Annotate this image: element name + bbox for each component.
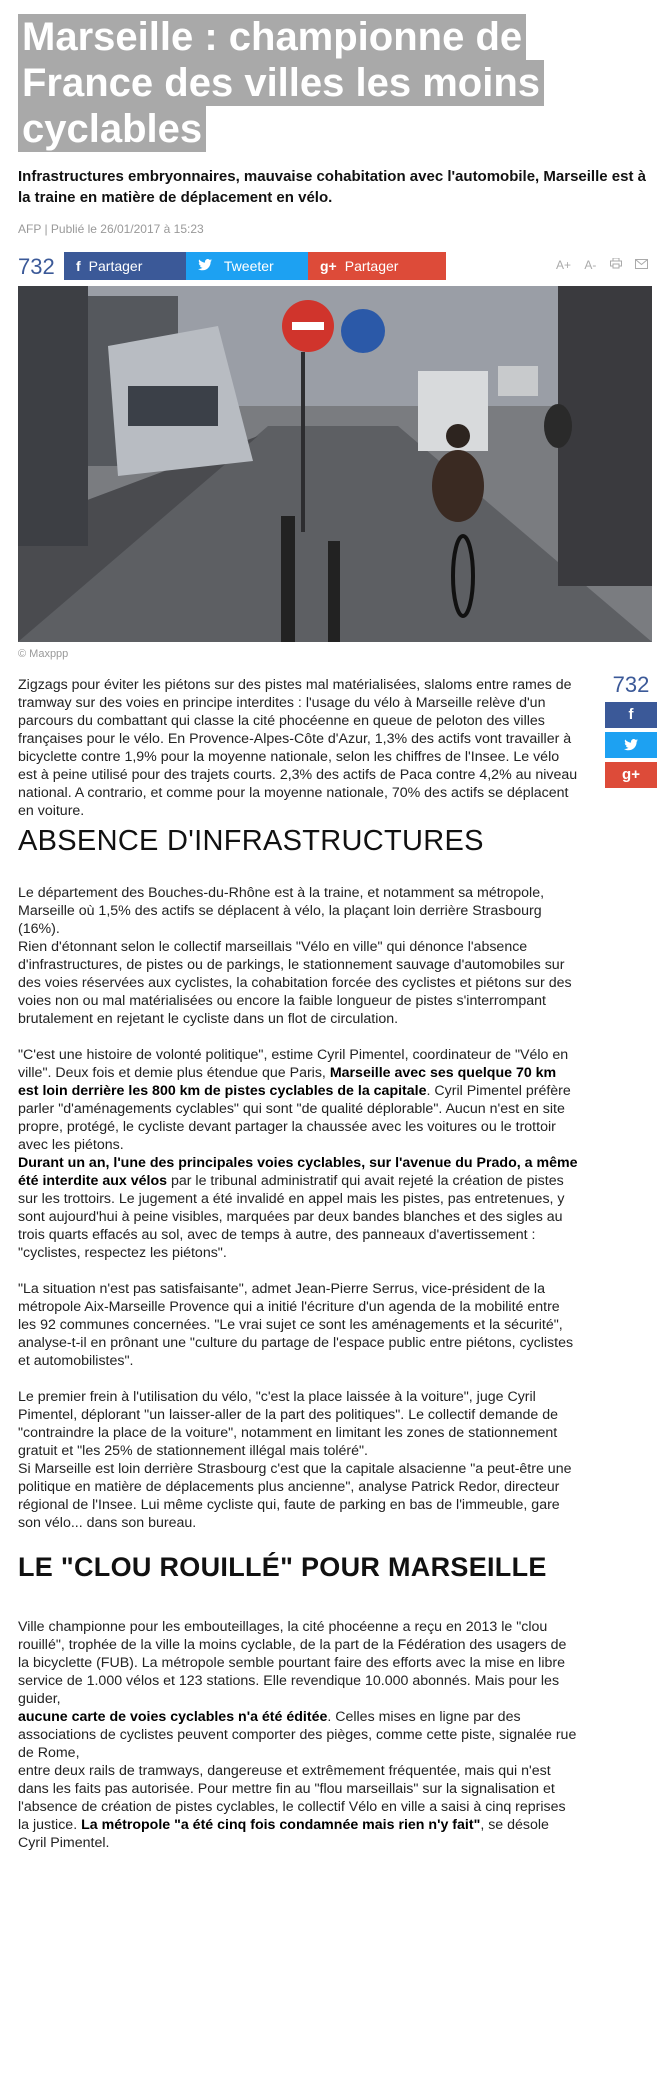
title-line-2: France des villes les moins bbox=[18, 60, 544, 106]
article-photo bbox=[18, 286, 652, 642]
article-title bbox=[18, 14, 658, 152]
twitter-share-button[interactable]: Tweeter bbox=[186, 252, 324, 280]
title-line-3: cyclables bbox=[18, 106, 206, 152]
mail-icon[interactable] bbox=[635, 258, 648, 272]
twitter-icon bbox=[198, 258, 216, 274]
share-bar bbox=[18, 250, 658, 282]
body-paragraph-5: Le premier frein à l'utilisation du vélo, "c'est la place laissée à la voiture", juge Cyril Pimentel, déplorant "un laisser-aller de la part des politiques". Le collectif demande de "contraindre la place de la voiture", notamment en limitant les zones de stationnement gratuit et "les 25% de stationnement illégal mais toléré". Si Marseille est loin derrière Strasbourg c'est que la capitale alsacienne "a peut-être une politique en matière de déplacements plus ancienne", analyse Patrick Redor, directeur régional de l'Insee. Lui même cycliste qui, faute de parking en bas de l'immeuble, gare son vélo... dans son bureau. bbox=[18, 1389, 572, 1531]
article-meta: AFP | Publié le 26/01/2017 à 15:23 bbox=[18, 222, 204, 236]
section-heading-2: LE "CLOU ROUILLÉ" POUR MARSEILLE bbox=[18, 1552, 547, 1582]
google-share-button[interactable]: g+ Partager bbox=[308, 252, 446, 280]
facebook-icon: f bbox=[76, 258, 81, 274]
sidebar-share-count: 732 bbox=[612, 672, 650, 697]
body-paragraph-1: Zigzags pour éviter les piétons sur des pistes mal matérialisées, slaloms entre rames de tramway sur des voies en principe interdites : l'usage du vélo à Marseille relève d'un parcours du combattant qui classe la cité phocéenne en queue de peloton des villes françaises pour le vélo. En Provence-Alpes-Côte d'Azur, 1,3% des actifs vont travailler à bicyclette contre 1,9% pour la moyenne nationale, selon les chiffres de l'Insee. Le vélo est à peine utilisé pour des trajets courts. 2,3% des actifs de Paca contre 4,2% au niveau national. A contrario, et comme pour la moyenne nationale, 70% des actifs se déplacent en voiture. bbox=[18, 677, 578, 819]
body-paragraph-4: "La situation n'est pas satisfaisante", admet Jean-Pierre Serrus, vice-président de la métropole Aix-Marseille Provence qui a initié l'écriture d'un agenda de la mobilité entre les 92 communes concernées. "Le vrai sujet ce sont les aménagements et la sécurité", analyse-t-il en prônant une "culture du partage de l'espace public entre piétons, cyclistes et automobilistes". bbox=[18, 1281, 574, 1369]
facebook-share-button[interactable]: f Partager bbox=[64, 252, 202, 280]
google-plus-icon: g+ bbox=[320, 258, 337, 274]
body-paragraph-3: "C'est une histoire de volonté politique", estime Cyril Pimentel, coordinateur de "Vélo en ville". Deux fois et demie plus étendue que Paris, Marseille avec ses quelque 70 km est loin derrière les 800 km de pistes cyclables de la capitale. Cyril Pimentel préfère parler "d'aménagements cyclables" qui sont "de qualité déplorable". Aucun n'est en site propre, protégé, le cycliste devant partager la chaussée avec les voitures ou le trottoir avec les piétons. Durant un an, l'une des principales voies cyclables, sur l'avenue du Prado, a même été interdite aux vélos par le tribunal administratif qui avait rejeté la création de pistes sur les trottoirs. Le jugement a été invalidé en appel mais les pistes, pas entretenues, y sont aujourd'hui à peine visibles, marquées par deux bandes blanches et des sigles au trois quarts effacés au sol, avec de temps à autre, des panneaux d'avertissement : "cyclistes, respectez les piétons". bbox=[18, 1047, 578, 1261]
print-icon[interactable] bbox=[610, 258, 625, 272]
body-paragraph-2: Le département des Bouches-du-Rhône est à la traine, et notamment sa métropole, Marseille où 1,5% des actifs se déplacent à vélo, la plaçant loin derrière Strasbourg (16%). Rien d'étonnant selon le collectif marseillais "Vélo en ville" qui dénonce l'absence d'infrastructures, de pistes ou de parkings, le stationnement sauvage d'automobiles sur des voies réservées aux cyclistes, la cohabitation forcée des cyclistes et piétons sur des voies non ou mal matérialisées ou encore la faible longueur de pistes s'interrompant brutalement en rejetant le cycliste dans un flot de circulation. bbox=[18, 885, 572, 1027]
body-paragraph-6: Ville championne pour les embouteillages, la cité phocéenne a reçu en 2013 le "clou rouillé", trophée de la ville la moins cyclable, de la part de la Fédération des usagers de la bicyclette (FUB). La métropole semble pourtant faire des efforts avec la mise en libre service de 1.000 vélos et 123 stations. Elle revendique 10.000 abonnés. Mais pour les guider, aucune carte de voies cyclables n'a été éditée. Celles mises en ligne par des associations de cyclistes peuvent comporter des pièges, comme cette piste, signalée rue de Rome, entre deux rails de tramways, dangereuse et extrêmement fréquentée, mais qui n'est dans les faits pas autorisée. Pour mettre fin au "flou marseillais" sur la signalisation et l'absence de création de pistes cyclables, le collectif Vélo en ville a saisi à cinq reprises la justice. La métropole "a été cinq fois condamnée mais rien n'y fait", se désole Cyril Pimentel. bbox=[18, 1619, 577, 1851]
article-tools bbox=[546, 258, 648, 272]
section-heading-1: ABSENCE D'INFRASTRUCTURES bbox=[18, 825, 484, 857]
sidebar-google-plus-icon[interactable]: g+ bbox=[605, 762, 657, 788]
sidebar-twitter-icon[interactable] bbox=[605, 732, 657, 758]
title-line-1: Marseille : championne de bbox=[18, 14, 526, 60]
sidebar-facebook-icon[interactable]: f bbox=[605, 702, 657, 728]
sidebar-share bbox=[605, 672, 657, 792]
font-increase-button[interactable]: A+ bbox=[555, 258, 571, 272]
share-count: 732 bbox=[18, 254, 55, 279]
photo-credit: © Maxppp bbox=[18, 648, 69, 660]
font-decrease-button[interactable]: A- bbox=[584, 258, 597, 272]
article-body bbox=[18, 676, 578, 1870]
article-lead: Infrastructures embryonnaires, mauvaise cohabitation avec l'automobile, Marseille est à la traine en matière de déplacement en vélo. bbox=[18, 168, 646, 206]
